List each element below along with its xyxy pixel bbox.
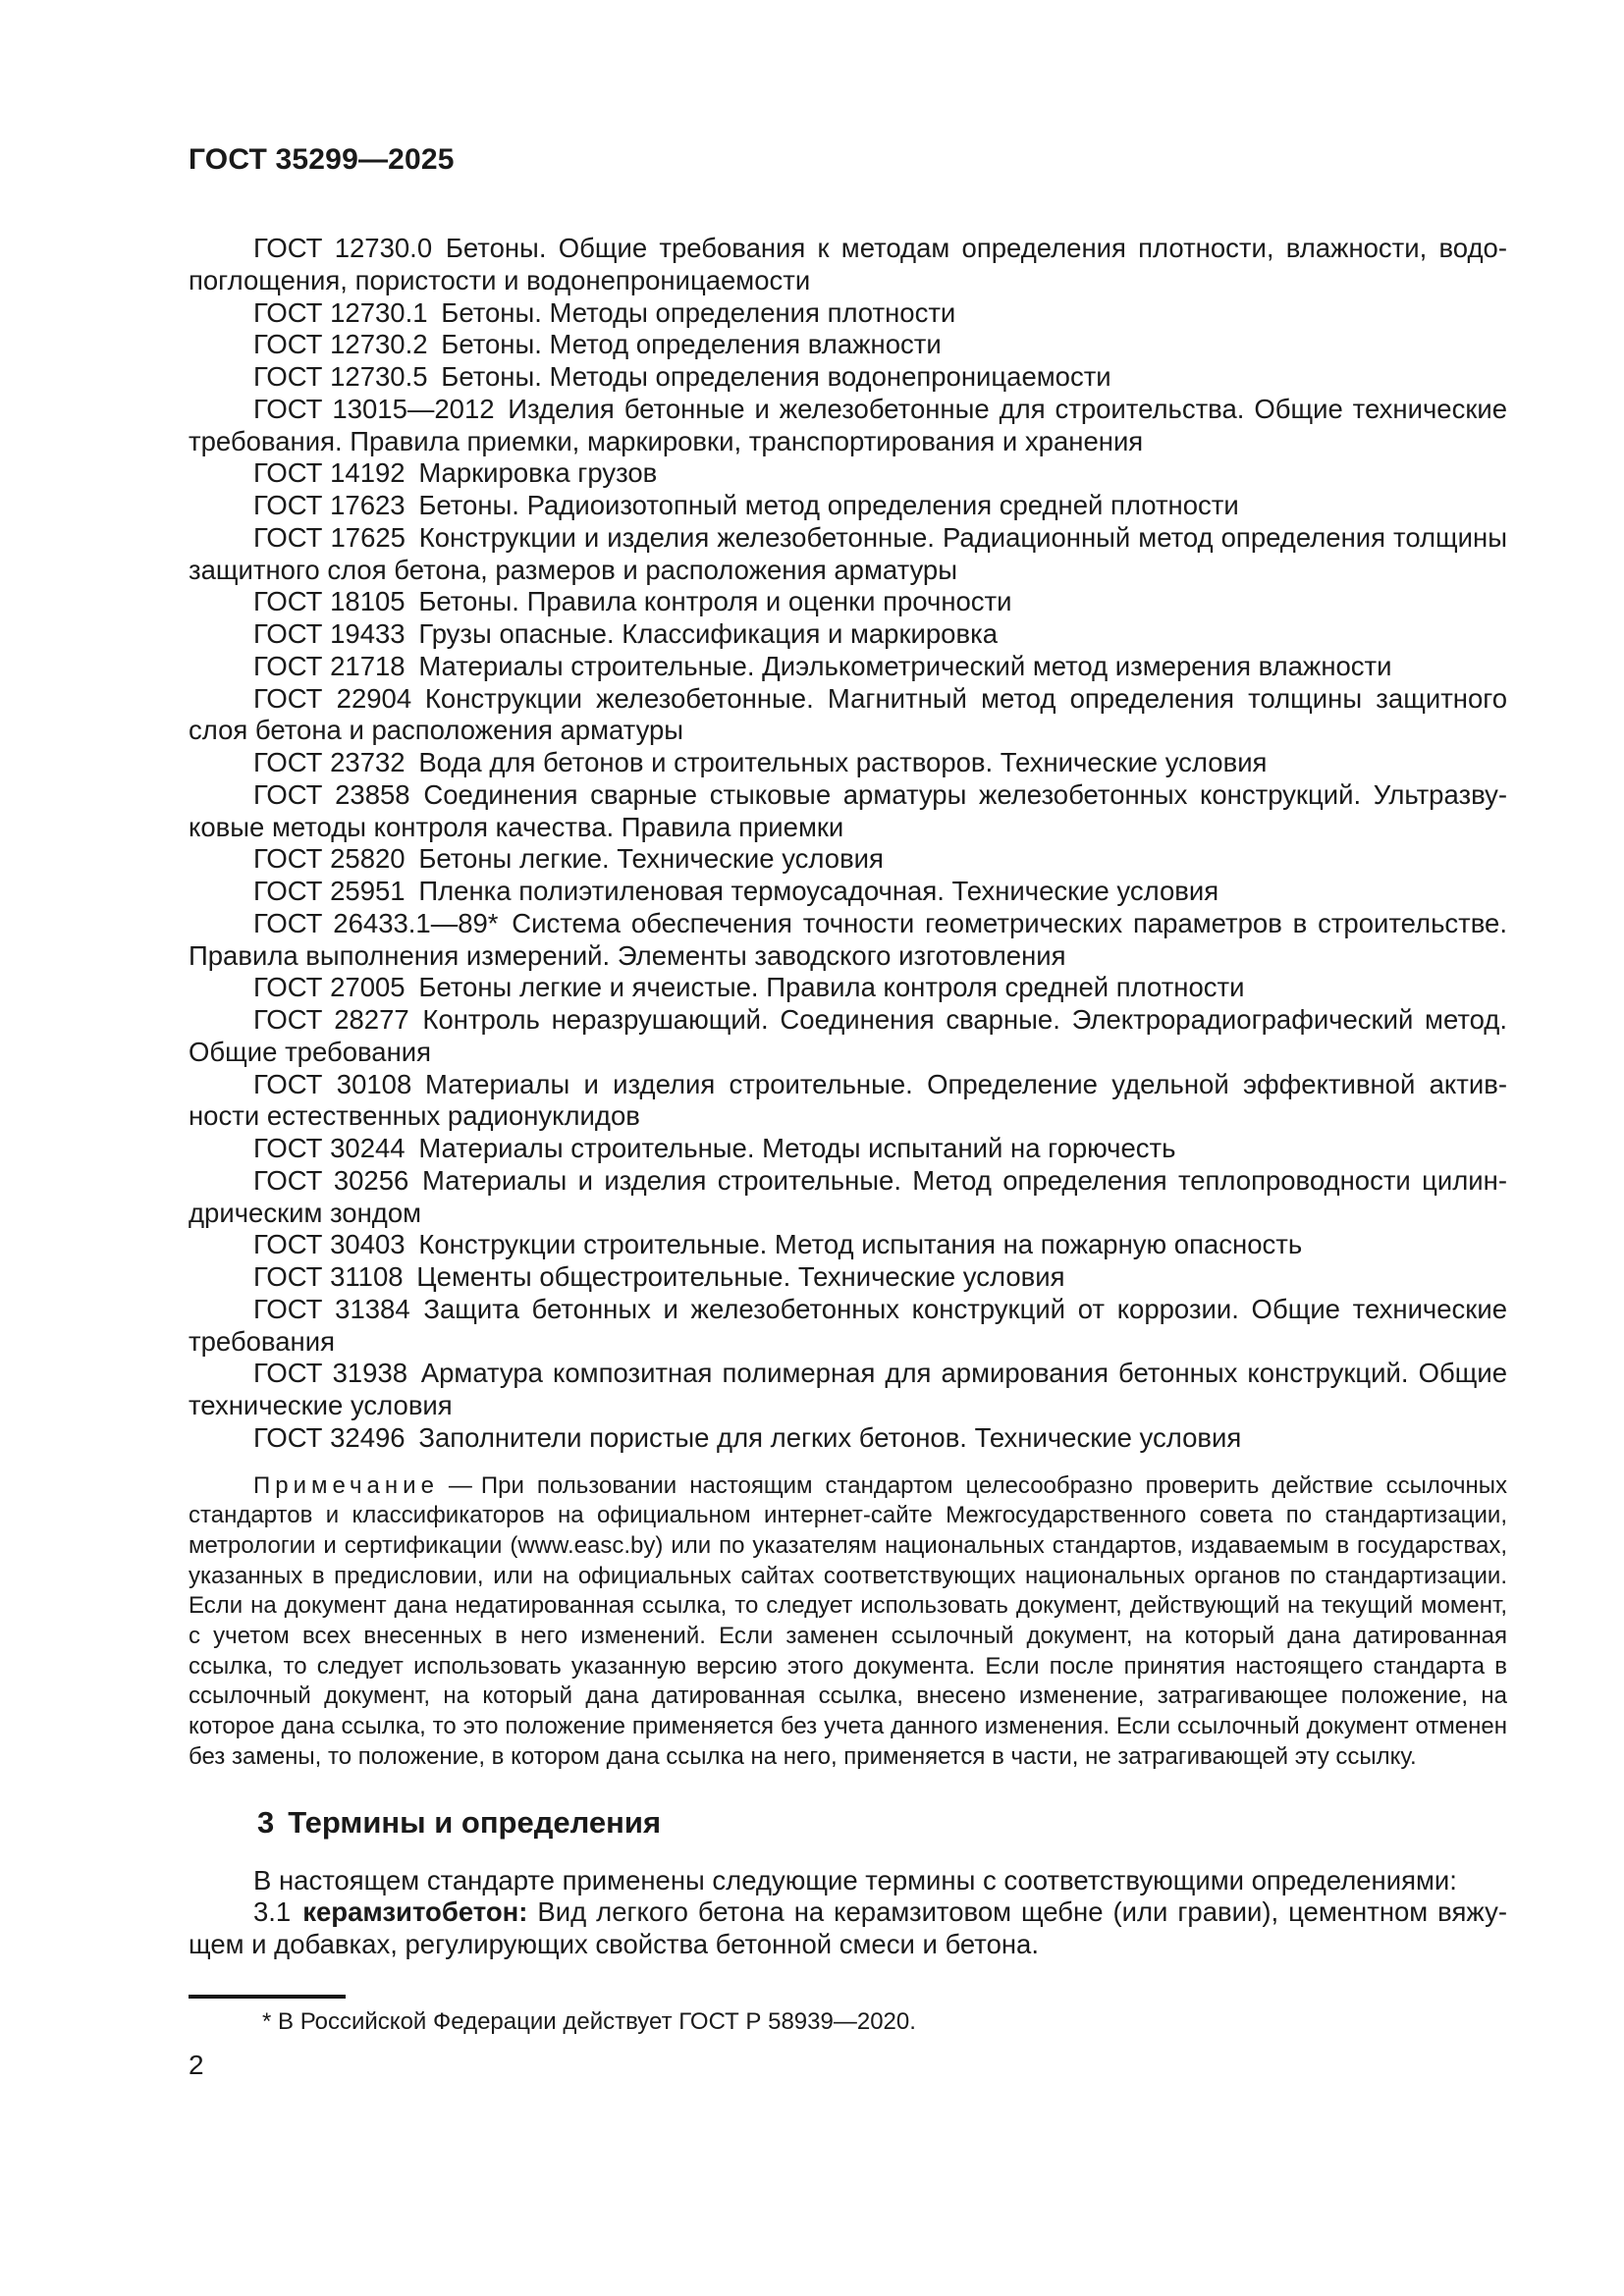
reference-item: ГОСТ 19433 Грузы опасные. Классификация и маркировка <box>253 618 998 649</box>
section-number: 3 <box>257 1804 275 1840</box>
note-dash: — <box>448 1471 472 1499</box>
term-paragraph <box>189 1896 1507 1961</box>
reference-item: ГОСТ 17623 Бетоны. Радиоизотопный метод определения средней плотности <box>253 490 1239 520</box>
footnote-rule <box>189 1995 346 1999</box>
footnote-text: В Российской Федерации действует ГОСТ Р 58939—2020. <box>278 2007 916 2035</box>
note-paragraph <box>189 1471 1507 1773</box>
term-definition: Вид легкого бетона на керамзитовом щебне (или гравии), цементном вяжущем и добавках, регулирующих свойства бетонной смеси и бетона. <box>189 1896 1507 1960</box>
reference-item: ГОСТ 12730.2 Бетоны. Метод определения влажности <box>253 329 942 360</box>
reference-item: ГОСТ 31938 Арматура композитная полимерная для армирования бетонных конструкций. Общие технические условия <box>189 1358 1507 1420</box>
reference-item: ГОСТ 21718 Материалы строительные. Диэлькометрический метод измерения влажности <box>253 650 1392 681</box>
reference-item: ГОСТ 14192 Маркировка грузов <box>253 457 658 489</box>
reference-item: ГОСТ 12730.1 Бетоны. Методы определения плотности <box>253 296 956 328</box>
footnote-marker: * <box>262 2007 272 2035</box>
page-header: ГОСТ 35299—2025 <box>189 143 455 176</box>
reference-item: ГОСТ 17625 Конструкции и изделия железобетонные. Радиационный метод определения толщины защитного слоя бетона, размеров и расположения арматуры <box>189 521 1507 585</box>
reference-item: ГОСТ 12730.5 Бетоны. Методы определения водонепроницаемости <box>253 361 1111 392</box>
section-title: Термины и определения <box>288 1804 662 1840</box>
reference-item: ГОСТ 12730.0 Бетоны. Общие требования к методам определения плотности, влажности, водопоглощения, пористости и водонепроницаемости <box>189 233 1507 295</box>
reference-item: ГОСТ 30108 Материалы и изделия строительные. Определение удельной эффективной активности естественных радионуклидов <box>189 1068 1507 1132</box>
reference-item: ГОСТ 32496 Заполнители пористые для легких бетонов. Технические условия <box>253 1421 1242 1453</box>
reference-item: ГОСТ 25951 Пленка полиэтиленовая термоусадочная. Технические условия <box>253 876 1219 906</box>
reference-item: ГОСТ 31108 Цементы общестроительные. Технические условия <box>253 1261 1065 1292</box>
reference-item: ГОСТ 30244 Материалы строительные. Методы испытаний на горючесть <box>253 1133 1176 1163</box>
section-intro: В настоящем стандарте применены следующие термины с соответствующими определениями: <box>253 1864 1457 1896</box>
reference-item: ГОСТ 27005 Бетоны легкие и ячеистые. Правила контроля средней плотности <box>253 972 1245 1003</box>
references-list <box>189 233 1507 1455</box>
reference-item: ГОСТ 25820 Бетоны легкие. Технические условия <box>253 843 884 875</box>
reference-item: ГОСТ 28277 Контроль неразрушающий. Соединения сварные. Электрорадиографический метод. Общие требования <box>189 1004 1507 1067</box>
reference-item: ГОСТ 22904 Конструкции железобетонные. Магнитный метод определения толщины защитного слоя бетона и расположения арматуры <box>189 682 1507 746</box>
reference-item: ГОСТ 18105 Бетоны. Правила контроля и оценки прочности <box>253 586 1012 617</box>
reference-item: ГОСТ 31384 Защита бетонных и железобетонных конструкций от коррозии. Общие технические требования <box>189 1293 1507 1357</box>
reference-item: ГОСТ 13015—2012 Изделия бетонные и железобетонные для строительства. Общие технические требования. Правила приемки, маркировки, транспортирования и хранения <box>189 393 1507 456</box>
reference-item: ГОСТ 23858 Соединения сварные стыковые арматуры железобетонных конструкций. Ультразвуковые методы контроля качества. Правила приемки <box>189 778 1507 842</box>
term-number: 3.1 <box>253 1896 292 1928</box>
reference-item: ГОСТ 30403 Конструкции строительные. Метод испытания на пожарную опасность <box>253 1229 1303 1260</box>
page-number: 2 <box>189 2049 204 2080</box>
reference-item: ГОСТ 26433.1—89* Система обеспечения точности геометрических параметров в строительстве. Правила выполнения измерений. Элементы заводского изготовления <box>189 907 1507 971</box>
section-heading <box>257 1803 1507 1842</box>
footnote <box>189 2007 1507 2036</box>
note-label: Примечание <box>253 1471 439 1499</box>
term-name: керамзитобетон: <box>302 1896 528 1928</box>
note-text: При пользовании настоящим стандартом целесообразно проверить действие ссылочных стандартов и классификаторов на официальном интернет-сайте Межгосударственного совета по стандартизации, метрологии и сертификации (www.easc.by) или по указателям национальных стандартов, издаваемым в государствах, указанных в предисловии, или на официальных сайтах соответствующих национальных органов по стандартизации. Если на документ дана недатированная ссылка, то следует использовать документ, действующий на текущий момент, с учетом всех внесенных в него изменений. Если заменен ссылочный документ, на который дана датированная ссылка, то следует использовать указанную версию этого документа. Если после принятия настоящего стандарта в ссылочный документ, на который дана датированная ссылка, внесено изменение, затрагивающее положение, на которое дана ссылка, то это положение применяется без учета данного изменения. Если ссылочный документ отменен без замены, то положение, в котором дана ссылка на него, применяется в части, не затрагивающей эту ссылку. <box>189 1471 1507 1770</box>
reference-item: ГОСТ 30256 Материалы и изделия строительные. Метод определения теплопроводности цилиндрическим зондом <box>189 1164 1507 1228</box>
reference-item: ГОСТ 23732 Вода для бетонов и строительных растворов. Технические условия <box>253 747 1268 777</box>
